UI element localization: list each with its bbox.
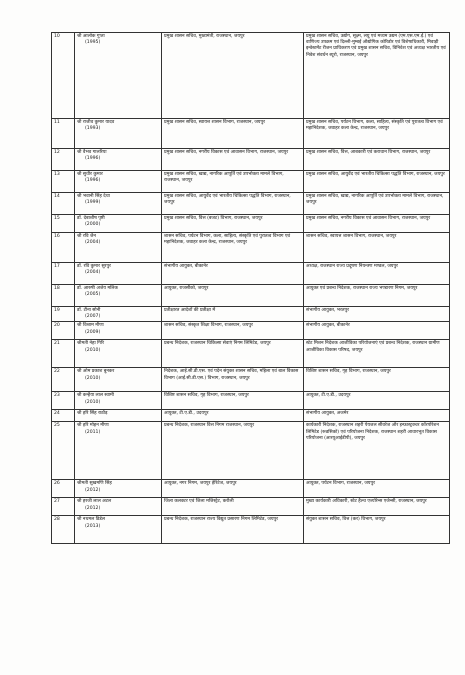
new-post-cell [304,498,450,516]
row-number: 21 [54,341,60,347]
new-post-cell [304,392,450,410]
row-number: 17 [54,264,60,269]
new-post: प्रमुख शासन सचिव, आयुर्वेद एवं भारतीय चिकित्सा पद्धति विभाग, राजस्थान, जयपुर [306,172,445,177]
new-post-cell [304,480,450,498]
current-post-cell [162,285,304,307]
current-post: विशिष्ट शासन सचिव, गृह विभाग, राजस्थान, जयपुर [164,393,249,399]
new-post: शासन सचिव, स्वायत्त शासन विभाग, राजस्थान, जयपुर [306,234,397,239]
table-row [52,215,450,233]
officer-name-cell [75,392,162,410]
row-number: 11 [54,120,60,125]
officer-name-cell [75,340,162,368]
officer-name-cell [75,171,162,193]
current-post: प्रबन्ध निदेशक, राजस्थान वित्त निगम राजस्थान, जयपुर [164,423,255,429]
current-post-cell [162,215,304,233]
current-post: आयुक्त, टी.ए.डी., उदयपुर [164,411,209,417]
current-post-cell [162,233,304,263]
new-post-cell [304,322,450,340]
current-post-cell [162,171,304,193]
row-number-cell [52,480,75,498]
officer-name-cell [75,422,162,480]
officer-name-cell [75,480,162,498]
new-post-cell [304,263,450,285]
row-number: 18 [54,286,60,291]
new-post: प्रमुख शासन सचिव, उद्योग, सूक्ष्म, लघु एवं मध्यम उद्यम (एम.एस.एम.ई.) एवं वाणिज्य उपक्रम एवं दिल्ली-मुम्बई औद्योगिक कोरिडोर एवं विशेषाधिकारी, मिवाड़ी इन्वेस्टमेंट रीजन प्राधिकरण एवं प्रमुख शासन सचिव, विनिवेश एवं अध्यक्ष भारतीय एवं निवेश संवर्धन ब्यूरो, राजस्थान, जयपुर [306,34,446,58]
new-post-cell [304,368,450,392]
current-post-cell [162,516,304,544]
new-post-cell [304,215,450,233]
officer-name-cell [75,307,162,322]
table-row [52,119,450,149]
row-number: 20 [54,323,60,329]
batch-year: (1999) [85,200,101,206]
current-post: प्रबन्ध निदेशक, राजस्थान चिकित्सा सेवाएं निगम लिमिटेड, जयपुर [164,341,271,347]
row-number-cell [52,322,75,340]
new-post-cell [304,193,450,215]
table-row [52,392,450,410]
officer-name-cell [75,33,162,119]
current-post-cell [162,307,304,322]
officer-name: श्रीमती सुखमणि सिंह [77,481,112,487]
current-post-cell [162,422,304,480]
new-post: प्रमुख शासन सचिव, पर्यटन विभाग, कला, साहित्य, संस्कृति एवं पुरातत्व विभाग एवं महानिदेशक, जवाहर कला केन्द्र, राजस्थान, जयपुर [306,120,443,132]
row-number-cell [52,263,75,285]
officer-name: डॉ. टीना सोनी [77,308,101,313]
batch-year: (2007) [85,314,101,320]
officer-name: श्री राजीव कुमार यादव [77,120,115,125]
transfer-table [51,32,450,544]
current-post: प्रबन्ध निदेशक, राजस्थान राज्य विद्युत प्रसारण निगम लिमिटेड, जयपुर [164,517,278,523]
new-post: आयुक्त एवं प्रबन्ध निदेशक, राजस्थान राज्य भण्डारण निगम, जयपुर [306,286,418,291]
current-post: जिला कलक्टर एवं जिला मजिस्ट्रेट, करौली [164,499,234,505]
new-post: प्रमुख शासन सचिव, वित्त, आबकारी एवं कराधान विभाग, राजस्थान, जयपुर [306,150,431,155]
current-post: आयुक्त, राजसीको, जयपुर [164,286,209,291]
transfer-table-body [52,33,450,544]
officer-name: श्री आलोक गुप्ता [77,34,105,39]
row-number: 27 [54,499,60,505]
officer-name: श्री हरि मोहन मीणा [77,423,109,429]
current-post: निदेशक, आई.सी.डी.एस. एवं पदेन संयुक्त शासन सचिव, महिला एवं बाल विकास विभाग (आई.सी.डी.एस.) विभाग, राजस्थान, जयपुर [164,369,299,381]
table-row [52,498,450,516]
current-post-cell [162,410,304,422]
row-number-cell [52,33,75,119]
officer-name-cell [75,193,162,215]
current-post-cell [162,193,304,215]
officer-name-cell [75,119,162,149]
table-row [52,480,450,498]
batch-year: (2004) [85,270,101,276]
current-post: प्रतीक्षारत आदेशों की प्रतीक्षा में [164,308,216,313]
new-post: प्रमुख शासन सचिव, खाद्य, नागरिक आपूर्ति एवं उपभोक्ता मामले विभाग, राजस्थान, जयपुर [306,194,444,206]
current-post-cell [162,480,304,498]
officer-name-cell [75,498,162,516]
batch-year: (2010) [85,399,101,405]
batch-year: (2011) [85,429,101,435]
row-number: 28 [54,517,60,523]
current-post: प्रमुख शासन सचिव, स्वायत्त शासन विभाग, राजस्थान, जयपुर [164,120,265,125]
batch-year: (2012) [85,505,101,511]
officer-name: श्री हरि सिंह राठौड़ [77,411,108,417]
row-number-cell [52,516,75,544]
current-post-cell [162,322,304,340]
new-post: कार्यकारी निदेशक, राजस्थान शहरी पेयजल सीवरेज और इन्फ्रास्ट्रक्चर कॉरपोरेशन लिमिटेड (रूडसिको) एवं परियोजना निदेशक, राजस्थान शहरी आधारभूत विकास परियोजना (आरयूआईडीपी), जयपुर [306,423,439,441]
table-row [52,516,450,544]
new-post-cell [304,307,450,322]
new-post: संयुक्त शासन सचिव, वित्त (कर) विभाग, जयपुर [306,517,386,523]
row-number: 12 [54,150,60,155]
current-post: प्रमुख शासन सचिव, आयुर्वेद एवं भारतीय चिकित्सा पद्धति विभाग, राजस्थान, जयपुर [164,194,291,206]
table-row [52,322,450,340]
table-row [52,422,450,480]
new-post-cell [304,340,450,368]
new-post: स्टेट मिशन निदेशक आजीविका परियोजनाएं एवं प्रबन्ध निदेशक, राजस्थान ग्रामीण आजीविका विकास परिषद, जयपुर [306,341,440,353]
new-post: विशिष्ट शासन सचिव, गृह विभाग, राजस्थान, जयपुर [306,369,391,375]
table-row [52,193,450,215]
new-post-cell [304,285,450,307]
officer-name-cell [75,322,162,340]
row-number: 16 [54,234,60,239]
new-post-cell [304,171,450,193]
row-number: 24 [54,411,60,417]
current-post-cell [162,119,304,149]
officer-name: श्री रवि जैन [77,234,96,239]
officer-name-cell [75,263,162,285]
officer-name-cell [75,368,162,392]
officer-name-cell [75,410,162,422]
current-post-cell [162,498,304,516]
row-number-cell [52,392,75,410]
officer-name: डॉ. देबाशीष पृष्टी [77,216,105,221]
officer-name: डॉ. रवि कुमार सुरपुर [77,264,111,269]
new-post: प्रमुख शासन सचिव, नगरीय विकास एवं आवासन विभाग, राजस्थान, जयपुर [306,216,431,221]
batch-year: (2013) [85,523,101,529]
table-row [52,368,450,392]
officer-name-cell [75,516,162,544]
table-row [52,285,450,307]
row-number-cell [52,498,75,516]
current-post-cell [162,149,304,171]
new-post-cell [304,422,450,480]
officer-name: श्री सुधीर कुमार [77,172,103,177]
row-number: 23 [54,393,60,399]
current-post: शासन सचिव, पर्यटन विभाग, कला, साहित्य, संस्कृति एवं पुरातत्व विभाग एवं महानिदेशक, जवाहर कला केन्द्र, राजस्थान, जयपुर [164,234,291,246]
new-post-cell [304,33,450,119]
row-number: 13 [54,172,60,177]
new-post-cell [304,410,450,422]
new-post: संभागीय आयुक्त, बीकानेर [306,323,350,329]
new-post: मुख्य कार्यकारी अधिकारी, स्टेट हैल्थ एश्योरेन्स एजेन्सी, राजस्थान, जयपुर [306,499,427,505]
new-post-cell [304,233,450,263]
current-post-cell [162,33,304,119]
batch-year: (1995) [85,40,101,46]
batch-year: (2009) [85,329,101,335]
officer-name: श्रीमती नेहा गिरि [77,341,104,347]
batch-year: (1993) [85,126,101,132]
table-row [52,233,450,263]
officer-name: श्री कन्हैया लाल स्वामी [77,393,114,399]
table-row [52,33,450,119]
current-post-cell [162,263,304,285]
officer-name-cell [75,233,162,263]
row-number: 25 [54,423,60,429]
table-row [52,340,450,368]
row-number: 10 [54,34,60,39]
current-post: शासन सचिव, संस्कृत शिक्षा विभाग, राजस्थान, जयपुर [164,323,253,329]
officer-name: डॉ. आरुषी अजेय मलिक [77,286,118,291]
batch-year: (2005) [85,292,101,298]
officer-name: श्री नथमल डिडेल [77,517,105,523]
table-row [52,149,450,171]
officer-name: श्री ओम प्रकाश बुनकर [77,369,115,375]
row-number-cell [52,119,75,149]
current-post-cell [162,340,304,368]
batch-year: (2010) [85,347,101,353]
officer-name-cell [75,285,162,307]
table-row [52,171,450,193]
new-post: आयुक्त, टी.ए.डी., उदयपुर [306,393,351,399]
batch-year: (1996) [85,178,101,184]
officer-name: श्री वैभव गालरिया [77,150,107,155]
row-number: 15 [54,216,60,221]
batch-year: (2010) [85,375,101,381]
officer-name: श्री भवानी सिंह देथा [77,194,110,199]
table-row [52,263,450,285]
new-post: आयुक्त, पर्यटन विभाग, राजस्थान, जयपुर [306,481,375,487]
current-post-cell [162,368,304,392]
row-number: 26 [54,481,60,487]
row-number: 22 [54,369,60,375]
current-post: प्रमुख शासन सचिव, खाद्य, नागरिक आपूर्ति एवं उपभोक्ता मामले विभाग, राजस्थान, जयपुर [164,172,284,184]
row-number-cell [52,422,75,480]
table-row [52,307,450,322]
row-number-cell [52,340,75,368]
batch-year: (1996) [85,156,101,162]
batch-year: (2012) [85,487,101,493]
officer-name-cell [75,149,162,171]
new-post-cell [304,119,450,149]
new-post: संभागीय आयुक्त, भरतपुर [306,308,350,313]
officer-name-cell [75,215,162,233]
batch-year: (2000) [85,222,101,228]
new-post: संभागीय आयुक्त, अजमेर [306,411,349,417]
officer-name: श्री विश्राम मीणा [77,323,104,329]
current-post: प्रमुख शासन सचिव, नगरीय विकास एवं आवासन विभाग, राजस्थान, जयपुर [164,150,289,155]
current-post: प्रमुख शासन सचिव, वित्त (बजट) विभाग, राजस्थान, जयपुर [164,216,263,221]
table-row [52,410,450,422]
row-number-cell [52,171,75,193]
new-post-cell [304,516,450,544]
row-number-cell [52,193,75,215]
current-post: आयुक्त, नगर निगम, जयपुर हेरिटेज, जयपुर [164,481,237,487]
row-number: 14 [54,194,60,199]
row-number-cell [52,233,75,263]
row-number: 19 [54,308,60,313]
row-number-cell [52,285,75,307]
current-post-cell [162,392,304,410]
new-post-cell [304,149,450,171]
batch-year: (2004) [85,240,101,246]
current-post: संभागीय आयुक्त, बीकानेर [164,264,208,269]
new-post: अध्यक्ष, राजस्थान राज्य प्रदूषण नियन्त्रण मण्डल, जयपुर [306,264,398,269]
row-number-cell [52,307,75,322]
row-number-cell [52,215,75,233]
row-number-cell [52,149,75,171]
row-number-cell [52,368,75,392]
current-post: प्रमुख शासन सचिव, मुख्यमंत्री, राजस्थान, जयपुर [164,34,245,39]
row-number-cell [52,410,75,422]
officer-name: श्री हरजी लाल अटल [77,499,112,505]
